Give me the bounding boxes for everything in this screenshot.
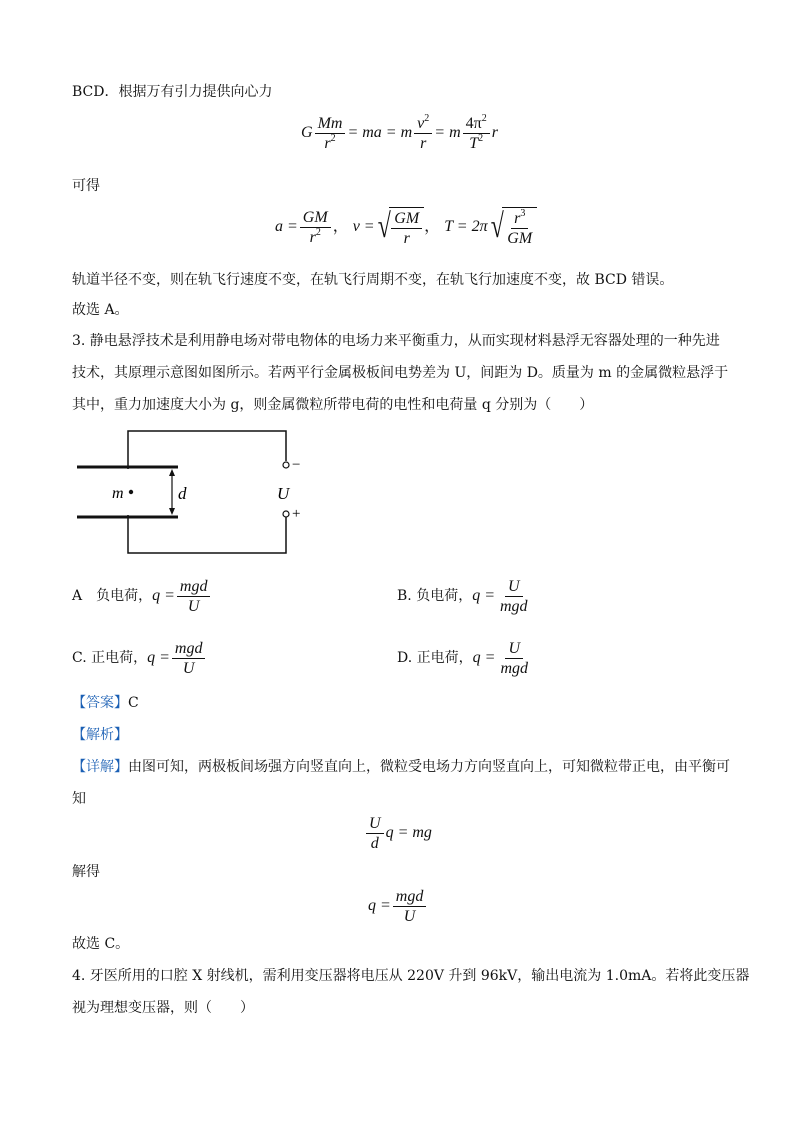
option-c[interactable]: C. 正电荷，q = $\frac{\text{mgd}}{U}$: [72, 639, 207, 678]
positive-terminal: [283, 511, 289, 517]
negative-terminal: [283, 462, 289, 468]
answer-bracket: 【答案】: [72, 695, 128, 711]
label-d: d: [178, 484, 187, 503]
option-d[interactable]: D. 正电荷，q = $\frac{U}{\text{mgd}}$: [397, 640, 528, 677]
q3-line-1: 3. 静电悬浮技术是利用静电场对带电物体的电场力来平衡重力，从而实现材料悬浮无容器处理的一种先进: [72, 333, 720, 349]
minus-sign: −: [292, 457, 301, 473]
detail-bracket: 【详解】: [72, 759, 128, 775]
result-equations: a = $\frac{GM}{r^2}$ ， v = √ $\frac{GM}{r}$ ， T = 2π √ $\frac{r^3}{GM}$: [275, 207, 537, 248]
lower-wire: [128, 515, 286, 553]
charge-equation: q = $\frac{\text{mgd}}{U}$: [368, 887, 428, 926]
option-b[interactable]: B. 负电荷，q = $\frac{U}{\text{mgd}}$: [397, 578, 528, 615]
orbit-conclusion: 轨道半径不变，则在轨飞行速度不变，在轨飞行周期不变，在轨飞行加速度不变，故 BCD 错误。: [72, 272, 674, 288]
analysis-bracket: 【解析】: [72, 727, 128, 743]
choose-a: 故选 A。: [72, 302, 129, 318]
q4-line-2: 视为理想变压器，则（ ）: [72, 1000, 254, 1016]
detail-line-1: 【详解】由图可知，两极板间场强方向竖直向上，微粒受电场力方向竖直向上，可知微粒带正电，由平衡可: [72, 759, 730, 775]
choose-c: 故选 C。: [72, 936, 130, 952]
upper-wire: [128, 431, 286, 469]
detail-line-2: 知: [72, 791, 86, 807]
capacitor-diagram: [70, 425, 320, 560]
bcd-heading: BCD．根据万有引力提供向心力: [72, 84, 273, 100]
jiede-text: 解得: [72, 864, 100, 880]
label-U: U: [277, 484, 290, 503]
balance-equation: $\frac{U}{d}$ q = mg: [364, 814, 432, 853]
q3-line-3: 其中，重力加速度大小为 g，则金属微粒所带电荷的电性和电荷量 q 分别为（ ）: [72, 397, 594, 413]
answer-line: [72, 693, 139, 713]
q4-line-1: 4. 牙医所用的口腔 X 射线机，需利用变压器将电压从 220V 升到 96kV，输出电流为 1.0mA。若将此变压器: [72, 968, 750, 984]
kede-text: 可得: [72, 178, 100, 194]
option-a[interactable]: A 负电荷，q = $\frac{\text{mgd}}{U}$: [72, 577, 212, 616]
particle-dot: [129, 490, 133, 494]
gravitation-equation: G $\frac{Mm}{r^2}$ = ma = m $\frac{v^2}{r}$ = m $\frac{4\pi^2}{T^2}$ r: [301, 113, 498, 152]
plus-sign: +: [292, 506, 301, 522]
q3-line-2: 技术，其原理示意图如图所示。若两平行金属极板间电势差为 U，间距为 D。质量为 m 的金属微粒悬浮于: [72, 365, 729, 381]
answer-value: C: [128, 695, 139, 711]
label-m: m: [112, 485, 124, 502]
